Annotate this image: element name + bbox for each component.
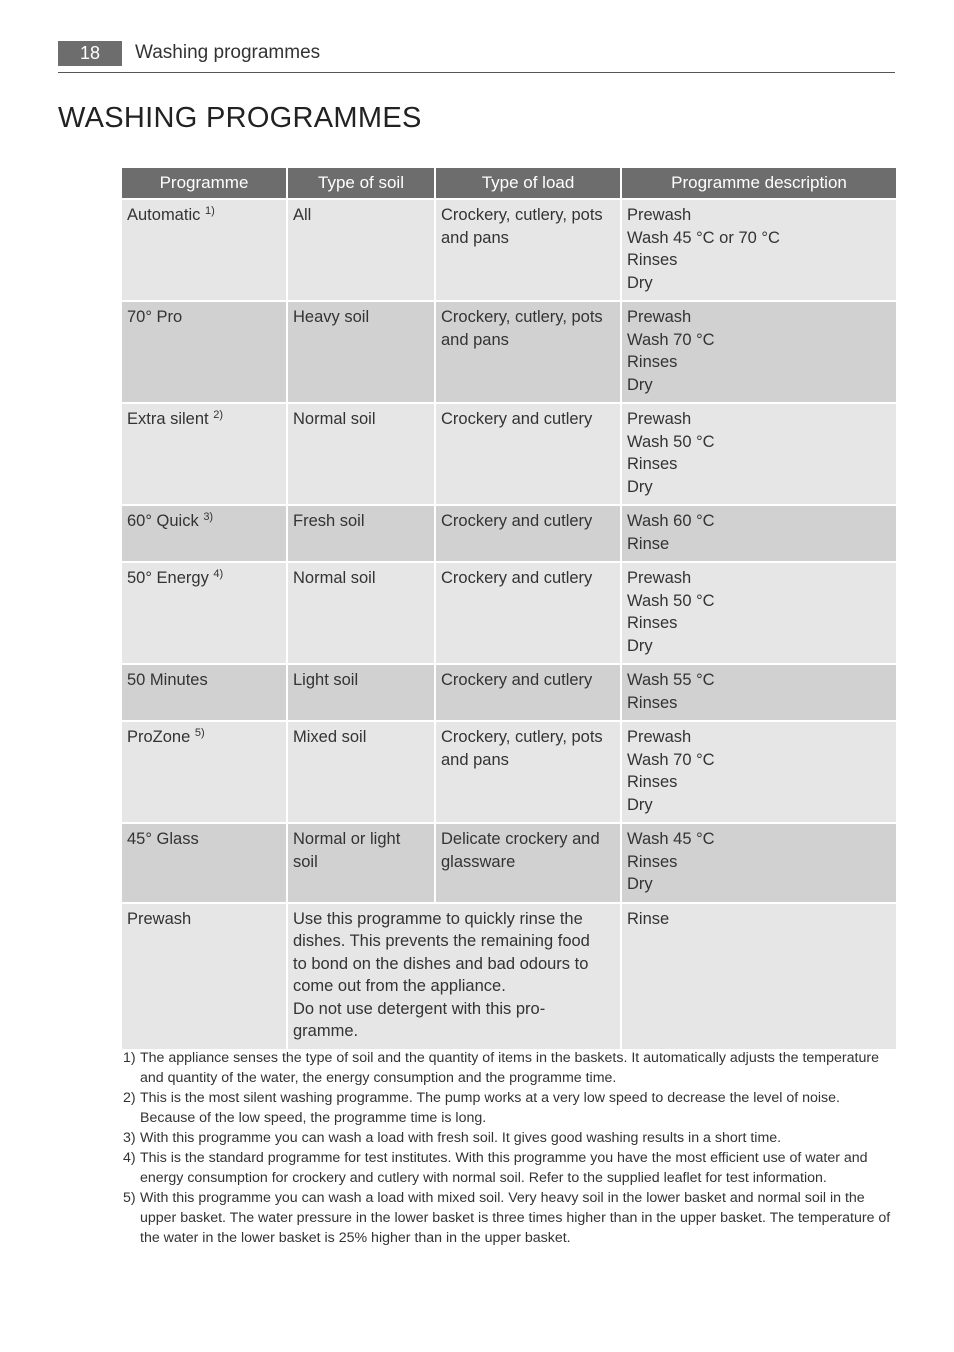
soil-cell: Light soil: [288, 665, 434, 720]
footnotes: [123, 1048, 898, 1248]
footnote: [123, 1148, 898, 1188]
footnote-number: 5): [123, 1190, 136, 1206]
column-header: Type of load: [436, 168, 620, 198]
description-step: Wash 55 °C: [627, 671, 715, 689]
prewash-note-line: Do not use detergent with this pro-: [293, 999, 546, 1018]
description-cell: Rinse: [622, 904, 896, 1049]
table-row: [122, 824, 896, 902]
programme-cell: [122, 506, 286, 561]
load-cell: Delicate crockery and glassware: [436, 824, 620, 902]
programme-cell: [122, 404, 286, 504]
description-step: Wash 50 °C: [627, 432, 715, 451]
soil-cell: Heavy soil: [288, 302, 434, 402]
description-step: Wash 45 °C: [627, 830, 715, 848]
description-step: Dry: [627, 375, 653, 394]
footnote: [123, 1128, 898, 1148]
description-step: Rinses: [627, 614, 678, 632]
table-row: [122, 563, 896, 663]
description-cell: [622, 824, 896, 902]
table-row: [122, 904, 896, 1049]
prewash-note-line: Use this programme to quickly rinse the: [293, 909, 583, 928]
description-step: Rinse: [627, 534, 670, 553]
soil-cell: Fresh soil: [288, 506, 434, 561]
prewash-note-line: gramme.: [293, 1022, 359, 1040]
description-step: Rinses: [627, 455, 678, 473]
description-step: Dry: [627, 273, 653, 292]
footnote: [123, 1188, 898, 1248]
description-cell: [622, 200, 896, 300]
soil-cell: All: [288, 200, 434, 300]
description-step: Prewash: [627, 728, 692, 746]
table-row: [122, 200, 896, 300]
footnote-number: 4): [123, 1150, 136, 1166]
footnote-text: With this programme you can wash a load with mixed soil. Very heavy soil in the lower basket and normal soil in the upper basket. The water pressure in the lower basket is three times higher than in the upper basket. The temperature of the water in the lower basket is 25% higher than in the upper basket.: [140, 1190, 891, 1246]
prewash-note-cell: [288, 904, 620, 1049]
load-cell: Crockery, cutlery, pots and pans: [436, 722, 620, 822]
prewash-note-line: to bond on the dishes and bad odours to: [293, 954, 589, 973]
programme-name: 45° Glass: [127, 830, 199, 848]
description-step: Prewash: [627, 206, 692, 224]
description-step: Rinses: [627, 353, 678, 371]
load-cell: Crockery and cutlery: [436, 404, 620, 504]
description-cell: [622, 506, 896, 561]
footnote-number: 1): [123, 1050, 136, 1066]
table-header-row: [122, 168, 896, 198]
load-cell: Crockery and cutlery: [436, 665, 620, 720]
description-step: Wash 45 °C or 70 °C: [627, 228, 780, 247]
description-step: Dry: [627, 636, 653, 655]
description-step: Rinses: [627, 852, 678, 871]
footnote-text: The appliance senses the type of soil and the quantity of items in the baskets. It automatically adjusts the temperature and quantity of the water, the energy consumption and the programme time.: [140, 1050, 879, 1086]
load-cell: Crockery and cutlery: [436, 563, 620, 663]
table-body: [122, 200, 896, 1049]
programme-cell: Prewash: [122, 904, 286, 1049]
programme-name: Automatic: [127, 206, 201, 224]
programme-cell: [122, 665, 286, 720]
programme-name: 70° Pro: [127, 308, 183, 326]
table-row: [122, 506, 896, 561]
section-name: Washing programmes: [135, 42, 321, 63]
soil-cell: Mixed soil: [288, 722, 434, 822]
table-row: [122, 404, 896, 504]
footnote-ref: 2): [213, 409, 223, 421]
footnote-ref: 4): [213, 568, 224, 580]
programme-cell: [122, 722, 286, 822]
footnote-ref: 3): [203, 511, 214, 523]
footnote-ref: 1): [204, 205, 215, 217]
load-cell: Crockery, cutlery, pots and pans: [436, 302, 620, 402]
programme-cell: [122, 200, 286, 300]
column-header: Programme description: [622, 168, 896, 198]
programme-cell: [122, 824, 286, 902]
footnote-number: 3): [123, 1130, 136, 1146]
description-step: Rinses: [627, 773, 678, 791]
load-cell: Crockery, cutlery, pots and pans: [436, 200, 620, 300]
footnote-text: With this programme you can wash a load with fresh soil. It gives good washing results in a short time.: [140, 1130, 782, 1146]
description-step: Rinses: [627, 693, 678, 712]
description-step: Dry: [627, 795, 653, 814]
programme-name: Extra silent: [127, 410, 209, 428]
description-cell: [622, 722, 896, 822]
footnote-text: This is the most silent washing programme. The pump works at a very low speed to decrease the level of noise. Because of the low speed, the programme time is long.: [140, 1090, 840, 1126]
footnote-ref: 5): [194, 727, 205, 739]
programme-name: 50 Minutes: [127, 671, 208, 689]
column-header: Type of soil: [288, 168, 434, 198]
description-step: Wash 60 °C: [627, 512, 715, 530]
table-row: [122, 665, 896, 720]
description-step: Prewash: [627, 569, 692, 587]
load-cell: Crockery and cutlery: [436, 506, 620, 561]
description-cell: [622, 302, 896, 402]
description-step: Dry: [627, 875, 653, 893]
prewash-note-line: dishes. This prevents the remaining food: [293, 932, 590, 950]
footnote-text: This is the standard programme for test institutes. With this programme you have the most efficient use of water and energy consumption for crockery and cutlery with normal soil. Refer to the supplied leaflet for test information.: [140, 1150, 868, 1186]
description-step: Prewash: [627, 410, 692, 428]
description-step: Dry: [627, 477, 653, 496]
page-header: [58, 40, 895, 73]
table-row: [122, 302, 896, 402]
programme-cell: [122, 563, 286, 663]
page-number: 18: [58, 41, 122, 66]
table-row: [122, 722, 896, 822]
soil-cell: Normal or light soil: [288, 824, 434, 902]
description-step: Wash 50 °C: [627, 591, 715, 610]
description-step: Prewash: [627, 308, 692, 326]
soil-cell: Normal soil: [288, 563, 434, 663]
programme-name: ProZone: [127, 728, 191, 746]
prewash-note-line: come out from the appliance.: [293, 977, 506, 995]
page-title: WASHING PROGRAMMES: [58, 102, 422, 134]
description-step: Rinses: [627, 251, 678, 269]
description-step: Wash 70 °C: [627, 750, 715, 769]
description-cell: [622, 563, 896, 663]
description-step: Wash 70 °C: [627, 330, 715, 349]
programme-cell: [122, 302, 286, 402]
programme-name: 50° Energy: [127, 569, 209, 587]
programme-name: 60° Quick: [127, 512, 199, 530]
description-cell: [622, 404, 896, 504]
column-header: Programme: [122, 168, 286, 198]
footnote-number: 2): [123, 1090, 136, 1106]
programmes-table: [120, 166, 898, 1051]
soil-cell: Normal soil: [288, 404, 434, 504]
footnote: [123, 1048, 898, 1088]
description-cell: [622, 665, 896, 720]
footnote: [123, 1088, 898, 1128]
